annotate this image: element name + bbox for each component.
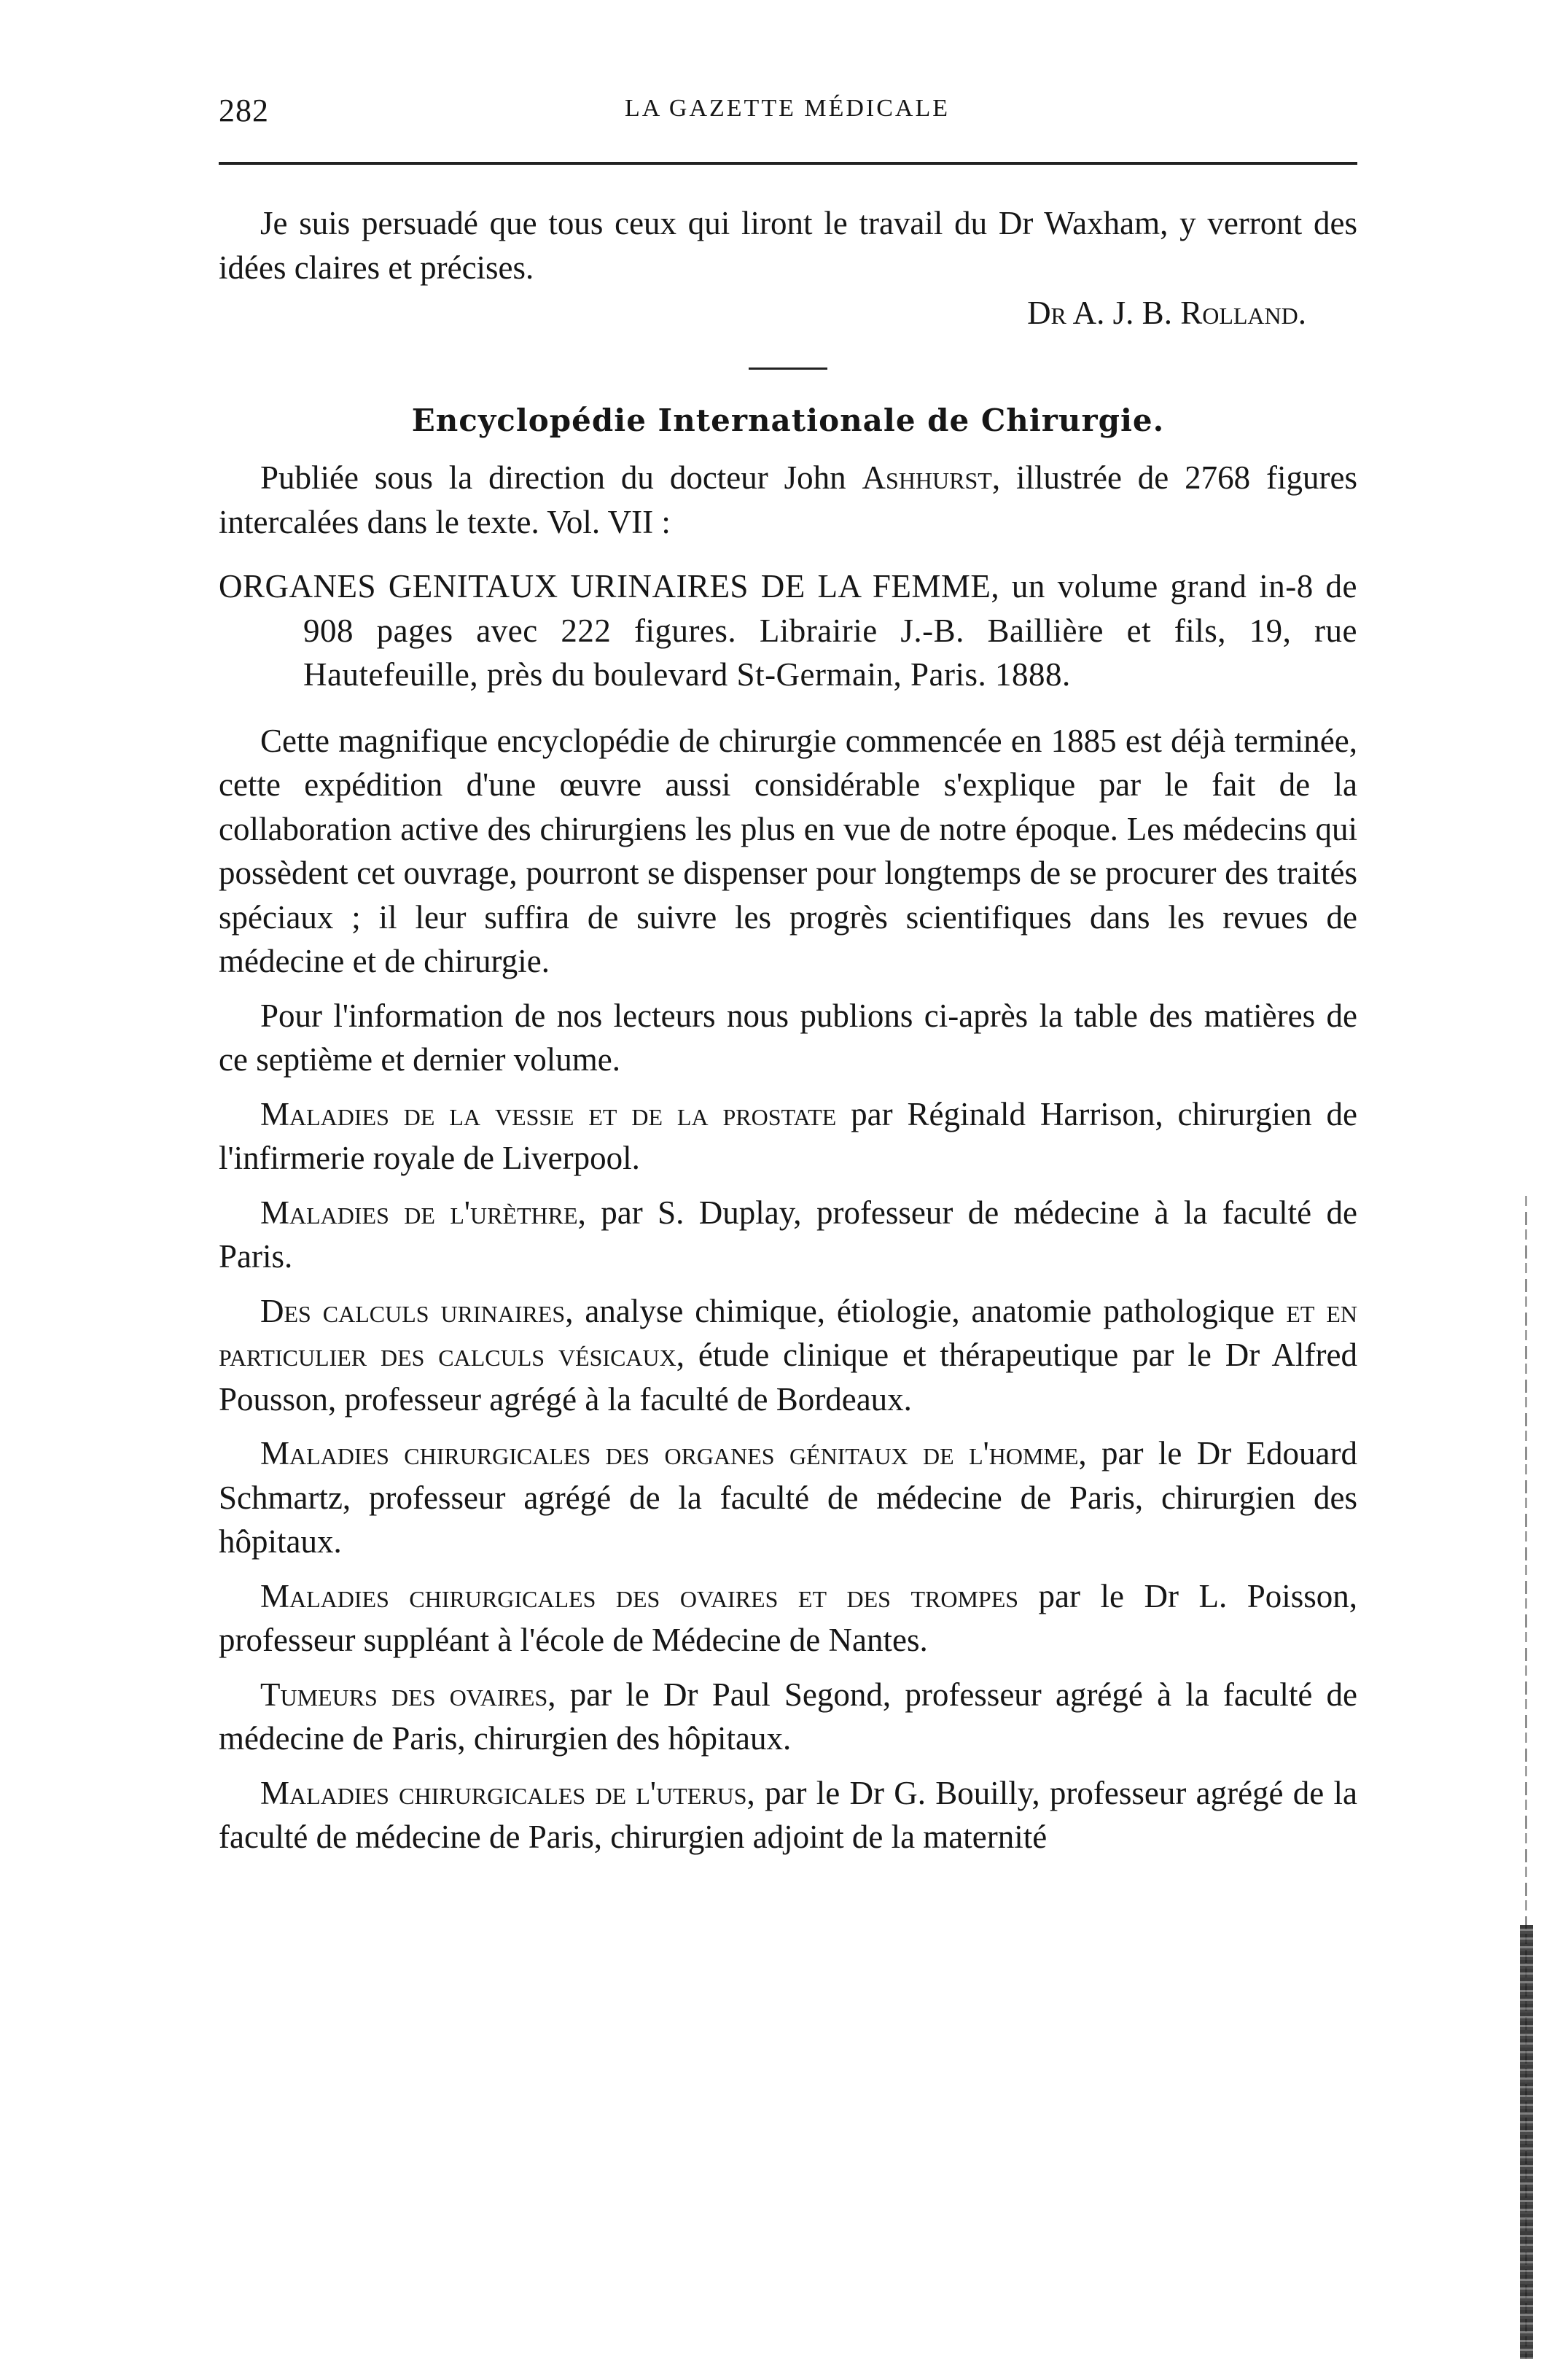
volume-title-entry: ORGANES GENITAUX URINAIRES DE LA FEMME, un volume grand in-8 de 908 pages avec 222 figures. Librairie J.-B. Baillière et fils, 19, rue Hautefeuille, près du boulevard St-Germain, Paris. 1888. xyxy=(219,568,1357,693)
contents-entry-title: Des calculs urinaires xyxy=(260,1292,566,1329)
intro-text-after: , illustrée de 2768 figures intercalées dans le texte. Vol. VII : xyxy=(219,459,1357,540)
contents-entry xyxy=(219,1092,1357,1181)
contents-entry xyxy=(219,1771,1357,1859)
contents-entry-title: Maladies chirurgicales des ovaires et des trompes xyxy=(260,1577,1019,1614)
contents-entry xyxy=(219,1431,1357,1564)
contents-entry-title: Maladies de la vessie et de la prostate xyxy=(260,1095,837,1132)
intro-text-before: Publiée sous la direction du docteur John xyxy=(260,459,862,496)
running-title: LA GAZETTE MÉDICALE xyxy=(624,95,951,122)
contents-entry-title: Tumeurs des ovaires xyxy=(260,1676,548,1713)
header-rule xyxy=(219,162,1357,165)
article-intro xyxy=(219,456,1357,544)
contents-entry xyxy=(219,1289,1357,1422)
page-body xyxy=(219,201,1357,1859)
contents-entry-text: , par le Dr Edouard Schmartz, professeur agrégé de la faculté de médecine de Paris, chirurgien des hôpitaux. xyxy=(219,1435,1357,1560)
scan-margin-artifact xyxy=(1516,1196,1540,2359)
page-number: 282 xyxy=(219,93,269,128)
contents-entry-text: , par le Dr G. Bouilly, professeur agrégé de la faculté de médecine de Paris, chirurgien adjoint de la maternité xyxy=(219,1774,1358,1855)
contents-entry-text: , par S. Duplay, professeur de médecine à la faculté de Paris. xyxy=(219,1194,1358,1275)
contents-entry-title: Maladies de l'urèthre xyxy=(260,1194,578,1231)
contents-entry-text: par le Dr L. Poisson, professeur suppléant à l'école de Médecine de Nantes. xyxy=(219,1577,1357,1658)
contents-entry-text: par Réginald Harrison, chirurgien de l'infirmerie royale de Liverpool. xyxy=(219,1095,1357,1176)
scan-margin-edge xyxy=(1520,1925,1533,2359)
article-paragraph: Pour l'information de nos lecteurs nous publions ci-après la table des matières de ce septième et dernier volume. xyxy=(219,997,1357,1078)
review-signature: Dr A. J. B. Rolland. xyxy=(1027,295,1306,331)
contents-entry xyxy=(219,1191,1357,1279)
contents-entry xyxy=(219,1673,1357,1761)
article-heading: Encyclopédie Internationale de Chirurgie. xyxy=(411,402,1165,438)
contents-entry-text: , analyse chimique, étiologie, anatomie pathologique xyxy=(565,1292,1287,1329)
contents-entry-title: Maladies chirurgicales des organes génitaux de l'homme xyxy=(260,1435,1079,1471)
contents-entry-text: , étude clinique et thérapeutique par le Dr Alfred Pousson, professeur agrégé à la faculté de Bordeaux. xyxy=(219,1337,1357,1418)
contents-entry-title: et en particulier des calculs vésicaux xyxy=(219,1292,1358,1373)
article-paragraph: Cette magnifique encyclopédie de chirurgie commencée en 1885 est déjà terminée, cette expédition d'une œuvre aussi considérable s'explique par le fait de la collaboration active des chirurgiens les plus en vue de notre époque. Les médecins qui possèdent cet ouvrage, pourront se dispenser pour longtemps de se procurer des traités spéciaux ; il leur suffira de suivre les progrès scientifiques dans les revues de médecine et de chirurgie. xyxy=(219,722,1357,979)
contents-entry xyxy=(219,1574,1357,1663)
contents-entry-text: , par le Dr Paul Segond, professeur agrégé à la faculté de médecine de Paris, chirurgien des hôpitaux. xyxy=(219,1676,1357,1757)
page-header xyxy=(219,92,1356,136)
review-closing-paragraph: Je suis persuadé que tous ceux qui liront le travail du Dr Waxham, y verront des idées claires et précises. xyxy=(219,205,1357,286)
contents-entry-title: Maladies chirurgicales de l'uterus xyxy=(260,1774,747,1811)
intro-author-name: Ashhurst xyxy=(862,459,992,496)
section-separator xyxy=(749,368,827,370)
